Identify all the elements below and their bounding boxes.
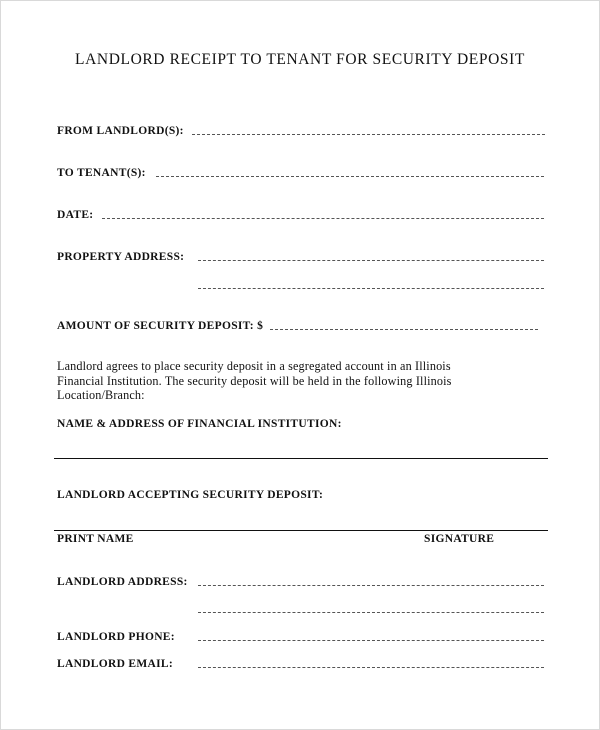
print-name-label: PRINT NAME [57, 533, 134, 545]
to-tenant-blank[interactable] [156, 176, 544, 177]
landlord-accepting-label: LANDLORD ACCEPTING SECURITY DEPOSIT: [57, 489, 324, 501]
document-title: LANDLORD RECEIPT TO TENANT FOR SECURITY DEPOSIT [75, 51, 525, 68]
from-landlord-label: FROM LANDLORD(S): [57, 125, 184, 137]
date-label: DATE: [57, 209, 94, 221]
signature-line[interactable] [54, 530, 548, 531]
paragraph-line: Landlord agrees to place security deposit in a segregated account in an Illinois [57, 359, 451, 373]
property-address-label: PROPERTY ADDRESS: [57, 251, 185, 263]
landlord-address-label: LANDLORD ADDRESS: [57, 576, 188, 588]
paragraph-line: Financial Institution. The security deposit will be held in the following Illinois [57, 373, 452, 388]
deposit-paragraph [57, 359, 557, 403]
amount-label: AMOUNT OF SECURITY DEPOSIT: $ [57, 320, 264, 332]
amount-blank[interactable] [270, 329, 538, 330]
date-blank[interactable] [102, 218, 544, 219]
property-address-blank-line-1[interactable] [198, 260, 544, 261]
property-address-blank-line-2[interactable] [198, 288, 544, 289]
landlord-email-label: LANDLORD EMAIL: [57, 658, 173, 670]
landlord-email-blank[interactable] [198, 667, 544, 668]
from-landlord-blank[interactable] [192, 134, 545, 135]
landlord-address-blank-line-2[interactable] [198, 612, 544, 613]
landlord-phone-blank[interactable] [198, 640, 544, 641]
paragraph-line: Location/Branch: [57, 388, 145, 403]
landlord-address-blank-line-1[interactable] [198, 585, 544, 586]
financial-institution-label: NAME & ADDRESS OF FINANCIAL INSTITUTION: [57, 418, 342, 430]
signature-label: SIGNATURE [424, 533, 495, 545]
to-tenant-label: TO TENANT(S): [57, 167, 146, 179]
landlord-phone-label: LANDLORD PHONE: [57, 631, 175, 643]
financial-institution-line[interactable] [54, 458, 548, 459]
